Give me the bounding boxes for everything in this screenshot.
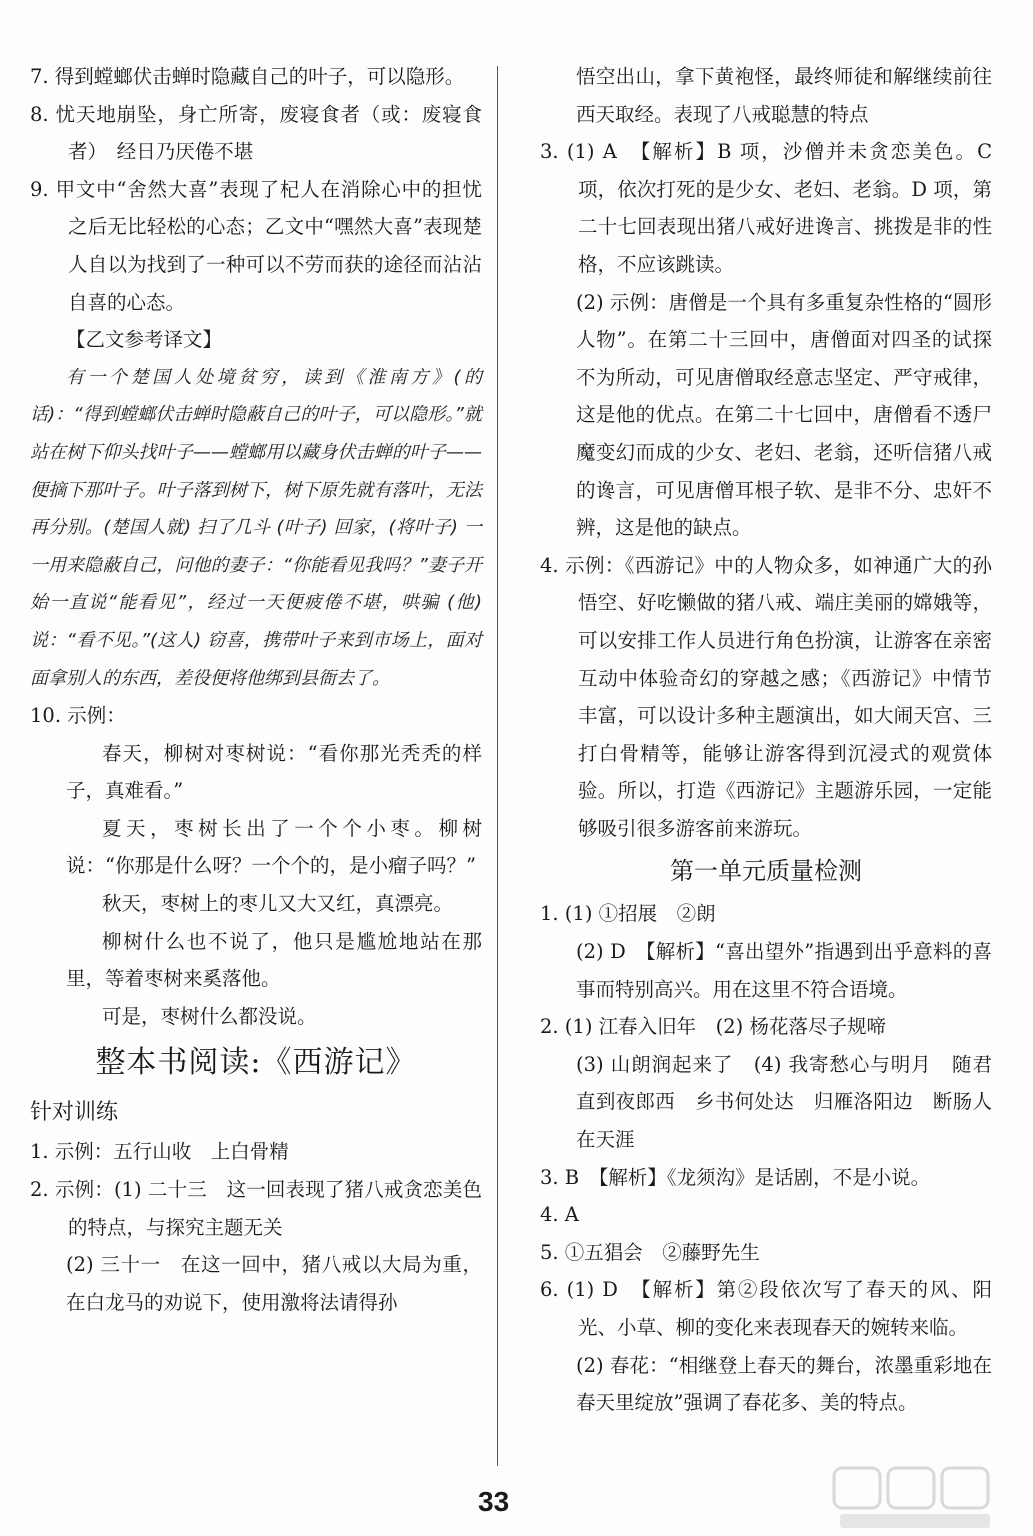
answer-paragraph: (3) 山朗润起来了 (4) 我寄愁心与明月 随君直到夜郎西 乡书何处达 归雁洛阳边 断肠人在天涯	[576, 1052, 992, 1152]
answer-paragraph: (2) 三十一 在这一回中，猪八戒以大局为重，在白龙马的劝说下，使用激将法请得孙	[66, 1253, 482, 1314]
answer-paragraph: 5. ①五猖会 ②藤野先生	[540, 1240, 760, 1264]
answer-paragraph: 8. 忧天地崩坠，身亡所寄，废寝食者（或：废寝食者） 经日乃厌倦不堪	[30, 102, 482, 164]
answer-paragraph: 1. (1) ①招展 ②朗	[540, 902, 716, 926]
answer-paragraph: 3. (1) A 【解析】B 项，沙僧并未贪恋美色。C 项，依次打死的是少女、老妇、老翁。D 项，第二十七回表现出猪八戒好进谗言、挑拨是非的性格，不应该跳读。	[540, 140, 992, 276]
answer-paragraph: (2) D 【解析】“喜出望外”指遇到出乎意料的喜事而特别高兴。用在这里不符合语境。	[576, 940, 992, 1001]
answer-paragraph: 有一个楚国人处境贫穷，读到《淮南方》(的话)：“得到螳螂伏击蝉时隐蔽自己的叶子，可以隐形。”就站在树下仰头找叶子——螳螂用以藏身伏击蝉的叶子——便摘下那叶子。叶子落到树下，树下原先就有落叶，无法再分别。(楚国人就) 扫了几斗 (叶子) 回家，(将叶子) 一一用来隐蔽自己，问他的妻子：“你能看见我吗？”妻子开始一直说“能看见”，经过一天便疲倦不堪，哄骗 (他) 说：“看不见。”(这人) 窃喜，携带叶子来到市场上，面对面拿别人的东西，差役便将他绑到县衙去了。	[30, 366, 482, 689]
left-column	[30, 58, 482, 1321]
answer-paragraph: 秋天，枣树上的枣儿又大又红，真漂亮。	[102, 892, 454, 916]
answer-paragraph: 悟空出山，拿下黄袍怪，最终师徒和解继续前往西天取经。表现了八戒聪慧的特点	[576, 65, 992, 126]
page-number: 33	[478, 1486, 510, 1517]
answer-paragraph: 柳树什么也不说了，他只是尴尬地站在那里，等着枣树来奚落他。	[66, 929, 482, 991]
answer-paragraph: 2. (1) 江春入旧年 (2) 杨花落尽子规啼	[540, 1015, 886, 1039]
answer-paragraph: 夏天，枣树长出了一个个小枣。柳树说：“你那是什么呀？一个个的，是小瘤子吗？”	[66, 816, 482, 878]
answer-paragraph: 10. 示例：	[30, 704, 126, 728]
answer-paragraph: 4. A	[540, 1203, 579, 1227]
column-divider	[497, 66, 498, 1466]
answer-paragraph: 6. (1) D 【解析】第②段依次写了春天的风、阳光、小草、柳的变化来表现春天的婉转来临。	[540, 1278, 992, 1339]
section-heading: 整本书阅读:《西游记》	[95, 1045, 417, 1081]
answer-paragraph: 【乙文参考译文】	[66, 328, 223, 352]
answer-paragraph: (2) 春花：“相继登上春天的舞台，浓墨重彩地在春天里绽放”强调了春花多、美的特点。	[576, 1353, 992, 1415]
answer-paragraph: 4. 示例：《西游记》中的人物众多，如神通广大的孙悟空、好吃懒做的猪八戒、端庄美丽的嫦娥等，可以安排工作人员进行角色扮演，让游客在亲密互动中体验奇幻的穿越之感；《西游记》中情节丰富，可以设计多种主题演出，如大闹天宫、三打白骨精等，能够让游客得到沉浸式的观赏体验。所以，打造《西游记》主题游乐园，一定能够吸引很多游客前来游玩。	[540, 553, 992, 840]
watermark-logo	[830, 1462, 1030, 1532]
section-heading: 第一单元质量检测	[670, 857, 862, 886]
answer-paragraph: 1. 示例：五行山收 上白骨精	[30, 1140, 289, 1164]
answer-paragraph: 3. B 【解析】《龙须沟》是话剧，不是小说。	[540, 1165, 931, 1189]
right-column	[540, 58, 992, 1422]
answer-paragraph: 春天，柳树对枣树说：“看你那光秃秃的样子，真难看。”	[66, 741, 482, 803]
answer-paragraph: 9. 甲文中“舍然大喜”表现了杞人在消除心中的担忧之后无比轻松的心态；乙文中“嘿然大喜”表现楚人自以为找到了一种可以不劳而获的途径而沾沾自喜的心态。	[30, 177, 482, 314]
answer-paragraph: (2) 示例：唐僧是一个具有多重复杂性格的“圆形人物”。在第二十三回中，唐僧面对四圣的试探不为所动，可见唐僧取经意志坚定、严守戒律，这是他的优点。在第二十七回中，唐僧看不透尸魔变幻而成的少女、老妇、老翁，还听信猪八戒的谗言，可见唐僧耳根子软、是非不分、忠奸不辨，这是他的缺点。	[576, 290, 992, 540]
answer-paragraph: 7. 得到螳螂伏击蝉时隐藏自己的叶子，可以隐形。	[30, 65, 465, 88]
answer-paragraph: 可是，枣树什么都没说。	[102, 1004, 317, 1028]
answer-paragraph: 2. 示例：(1) 二十三 这一回表现了猪八戒贪恋美色的特点，与探究主题无关	[30, 1178, 482, 1239]
section-heading: 针对训练	[30, 1100, 119, 1126]
